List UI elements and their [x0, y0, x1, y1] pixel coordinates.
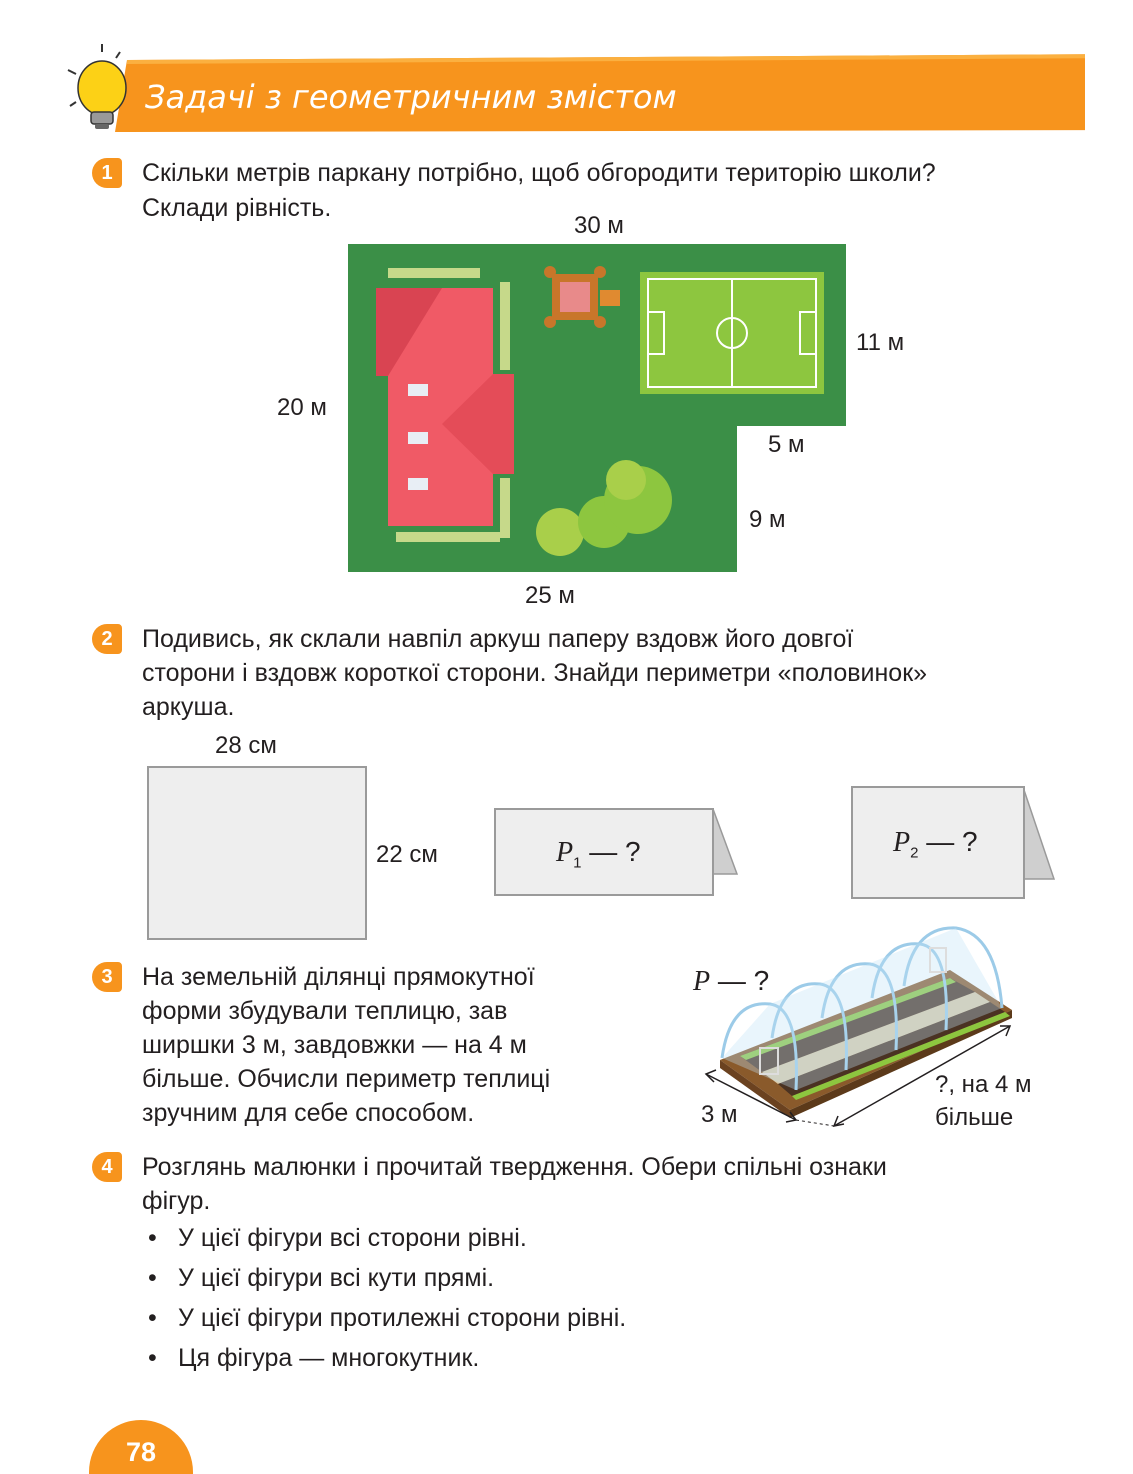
bullet-item-1: • У цієї фігури всі сторони рівні. [148, 1224, 527, 1252]
bullet-item-3: • У цієї фігури протилежні сторони рівні. [148, 1304, 627, 1332]
greenhouse-width-label: 3 м [701, 1101, 738, 1128]
bullet-item-4: • Ця фігура — многокутник. [148, 1344, 480, 1372]
label-right-11m: 11 м [856, 329, 905, 356]
label-notch-9m: 9 м [749, 506, 786, 533]
p2-label: $P_2$ — ? [893, 826, 978, 862]
sheet-height-label: 22 см [376, 841, 438, 868]
page-title: Задачі з геометричним змістом [145, 78, 677, 116]
task4-text-line2: фігур. [142, 1187, 211, 1215]
paper-sheet [147, 766, 367, 940]
page-number: 78 [125, 1437, 157, 1467]
task-number-4: 4 [92, 1152, 122, 1182]
task-number-2: 2 [92, 624, 122, 654]
task3-text-line2: форми збудували теплицю, зав [142, 997, 508, 1025]
bullet-item-2: • У цієї фігури всі кути прямі. [148, 1264, 495, 1292]
task-number-1: 1 [92, 158, 122, 188]
label-left-20m: 20 м [277, 394, 327, 421]
task3-text-line3: ширшки 3 м, завдовжки — на 4 м [142, 1031, 527, 1059]
football-field [640, 272, 824, 394]
task3-text-line5: зручним для себе способом. [142, 1099, 475, 1127]
label-notch-5m: 5 м [768, 431, 805, 458]
p1-label: $P_1$ — ? [556, 836, 641, 872]
lightbulb-icon [62, 40, 134, 135]
task2-text-line2: сторони і вздовж короткої сторони. Знайди периметри «половинок» [142, 659, 928, 687]
task3-text-line1: На земельній ділянці прямокутної [142, 963, 535, 991]
label-top-30m: 30 м [574, 212, 624, 239]
task2-text-line1: Подивись, як склали навпіл аркуш паперу вздовж його довгої [142, 625, 854, 653]
greenhouse-length-label-2: більше [935, 1104, 1014, 1131]
greenhouse-p-label: P — ? [693, 965, 770, 997]
label-bottom-25m: 25 м [525, 582, 575, 609]
task4-text-line1: Розглянь малюнки і прочитай твердження. Обери спільні ознаки [142, 1153, 887, 1181]
sheet-width-label: 28 см [215, 732, 277, 759]
task3-text-line4: більше. Обчисли периметр теплиці [142, 1065, 551, 1093]
greenhouse-length-label-1: ?, на 4 м [935, 1071, 1032, 1098]
task1-text-line1: Скільки метрів паркану потрібно, щоб обгородити територію школи? [142, 159, 936, 187]
task-number-3: 3 [92, 962, 122, 992]
task1-text-line2: Склади рівність. [142, 194, 332, 222]
task2-text-line3: аркуша. [142, 693, 235, 721]
